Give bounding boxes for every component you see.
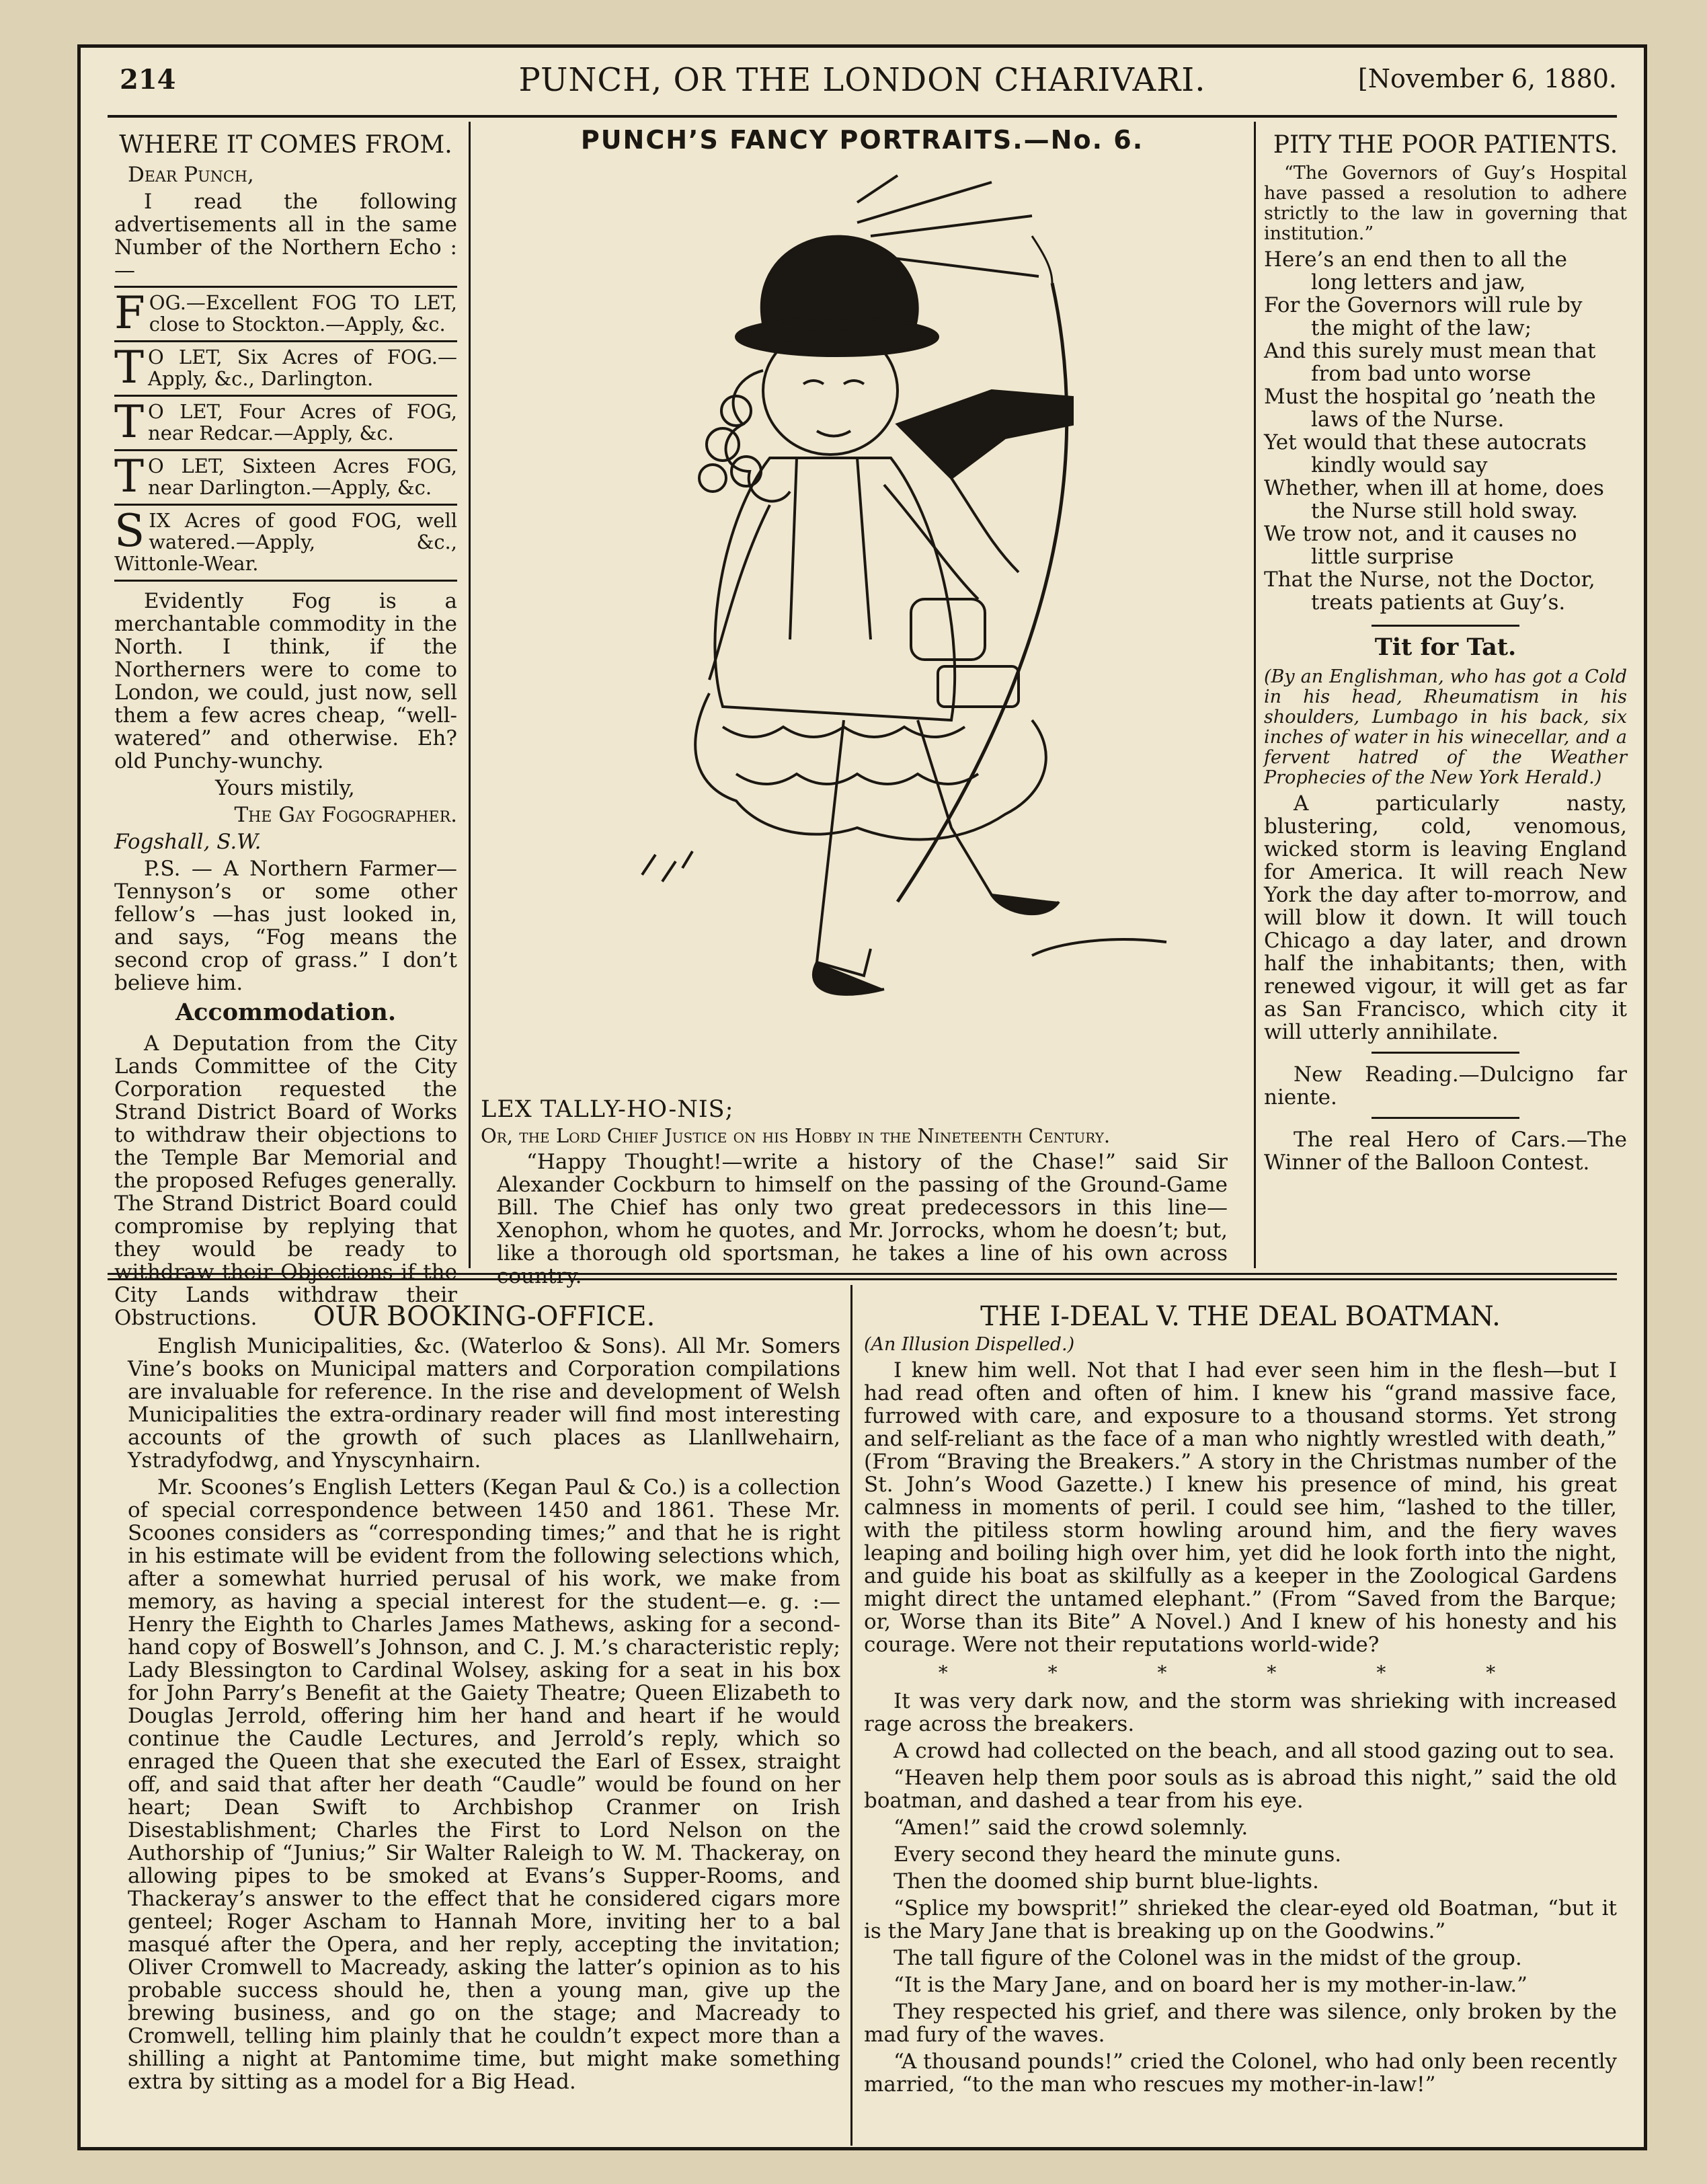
- body-text: A particularly nasty, blustering, cold, venomous, wicked storm is leaving England for America. It will reach New York the day after to-morrow, and will blow it down. It will touch Chicago a day later, and drown half the inhabitants; then, with renewed vigour, it will get as far as San Francisco, which city it will utterly annihilate.: [1264, 791, 1627, 1044]
- verse-line: We trow not, and it causes no: [1264, 522, 1577, 546]
- column-rule: [469, 122, 471, 1268]
- advertisement: [114, 395, 457, 449]
- verse-line: That the Nurse, not the Doctor,: [1264, 568, 1595, 592]
- body-text: Evidently Fog is a merchantable commodity in the North. I think, if the Northerners were to come to London, we could, just now, sell them a few acres cheap, “well-watered” and otherwise. Eh? old Punchy-wunchy.: [114, 589, 457, 773]
- column-rule: [850, 1285, 852, 2146]
- advertisement: [114, 340, 457, 395]
- deal-boatman-column: [864, 1301, 1617, 2146]
- body-text: Every second they heard the minute guns.: [894, 1842, 1342, 1867]
- verse-line: kindly would say: [1311, 453, 1488, 477]
- body-text: “It is the Mary Jane, and on board her is my mother-in-law.”: [894, 1973, 1528, 1997]
- verse-line: the might of the law;: [1311, 316, 1532, 340]
- body-text: Mr. Scoones’s English Letters (Kegan Paul & Co.) is a collection of special correspondence between 1450 and 1861. These Mr. Scoones considers as “corresponding times;” and that he is right in his estimate will be evident from the following selections which, after a somewhat hurried perusal of his work, we make from memory, as having a special interest for the student—e. g. :—Henry the Eighth to Charles James Mathews, asking for a second-hand copy of Boswell’s Johnson, and C. J. M.’s characteristic reply; Lady Blessington to Cardinal Wolsey, asking for a seat in his box for John Parry’s Benefit at the Gaiety Theatre; Queen Elizabeth to Douglas Jerrold, offering him her hand and heart if he would continue the Caudle Lectures, and Jerrold’s reply, which so enraged the Queen that she executed the Earl of Essex, straight off, and said that after her death “Caudle” would be found on her heart; Dean Swift to Archbishop Cranmer on Irish Disestablishment; Charles the First to Lord Nelson on the Authorship of “Junius;” Sir Walter Raleigh to W. M. Thackeray, on allowing pipes to be smoked at Evans’s Supper-Rooms, and Thackeray’s answer to the effect that he considered cigars more genteel; Roger Ascham to Hannah More, inviting her to a bal masqué after the Opera, and her reply, accepting the invitation; Oliver Cromwell to Macready, asking the latter’s opinion as to his probable success should he, then a young man, give up the brewing business, and go on the stage; and Macready to Cromwell, telling him plainly that he couldn’t expect more than a shilling a night at Pantomime time, but might make something extra by sitting as a model for a Big Head.: [128, 1475, 840, 2094]
- subtitle: (An Illusion Dispelled.): [864, 1334, 1075, 1355]
- article-heading: WHERE IT COMES FROM.: [119, 131, 452, 159]
- divider: [1372, 1052, 1519, 1054]
- issue-date: [November 6, 1880.: [1357, 64, 1617, 93]
- verse-line: treats patients at Guy’s.: [1311, 590, 1566, 615]
- new-reading: New Reading.—Dulcigno far niente.: [1264, 1062, 1627, 1109]
- left-column: [114, 131, 457, 1330]
- divider: [1372, 1117, 1519, 1119]
- verse-line: Must the hospital go ’neath the: [1264, 385, 1596, 409]
- cartoon-title: PUNCH’S FANCY PORTRAITS.—No. 6.: [580, 125, 1144, 155]
- drop-cap: T: [114, 396, 145, 448]
- divider: [1372, 625, 1519, 627]
- body-text: The tall figure of the Colonel was in the midst of the group.: [894, 1946, 1522, 1970]
- body-text: It was very dark now, and the storm was shrieking with increased rage across the breakers.: [864, 1689, 1617, 1736]
- advertisement-list: [114, 286, 457, 582]
- verse-line: Yet would that these autocrats: [1264, 430, 1587, 455]
- body-text: “A thousand pounds!” cried the Colonel, who had only been recently married, “to the man who rescues my mother-in-law!”: [864, 2050, 1617, 2097]
- real-hero: The real Hero of Cars.—The Winner of the Balloon Contest.: [1264, 1128, 1627, 1175]
- verse-line: long letters and jaw,: [1311, 270, 1526, 295]
- verse-line: For the Governors will rule by: [1264, 293, 1583, 317]
- drop-cap: S: [114, 505, 145, 557]
- body-text: “Heaven help them poor souls as is abroad this night,” said the old boatman, and dashed a tear from his eye.: [864, 1766, 1617, 1813]
- page-number: 214: [120, 64, 176, 95]
- postscript: P.S. — A Northern Farmer— Tennyson’s or some other fellow’s —has just looked in, and says, “Fog means the second crop of grass.” I don’t believe him.: [114, 857, 457, 995]
- address: Fogshall, S.W.: [114, 830, 262, 854]
- body-text: English Municipalities, &c. (Waterloo & Sons). All Mr. Somers Vine’s books on Municipal matters and Corporation compilations are invaluable for reference. In the rise and development of Welsh Municipalities the extra-ordinary reader will find most interesting accounts of the growth of such places as Llanllwehairn, Ystradyfodwg, and Ynyscynhairn.: [128, 1334, 840, 1473]
- advertisement-text: O LET, Four Acres of FOG, near Redcar.—Apply, &c.: [148, 400, 457, 444]
- body-text: Then the doomed ship burnt blue-lights.: [894, 1869, 1319, 1894]
- column-rule: [1254, 122, 1256, 1268]
- advertisement-text: O LET, Sixteen Acres FOG, near Darlington.—Apply, &c.: [148, 455, 457, 499]
- advertisement: [114, 286, 457, 340]
- center-column: [481, 122, 1244, 1288]
- body-text: They respected his grief, and there was silence, only broken by the mad fury of the waves.: [864, 2000, 1617, 2047]
- article-heading: Accommodation.: [175, 999, 397, 1026]
- cartoon-caption-text: “Happy Thought!—write a history of the Chase!” said Sir Alexander Cockburn to himself on the passing of the Ground-Game Bill. The Chief has only two great predecessors in this line—Xenophon, whom he quotes, and Mr. Jorrocks, whom he doesn’t; but, like a thorough old sportsman, he takes a line of his own across country.: [497, 1150, 1228, 1288]
- salutation: Dear Punch,: [128, 163, 254, 187]
- body-text: A crowd had collected on the beach, and all stood gazing out to sea.: [894, 1739, 1615, 1763]
- section-break: * * * * * *: [938, 1662, 1543, 1684]
- advertisement: [114, 504, 457, 582]
- body-text: “Splice my bowsprit!” shrieked the clear-eyed old Boatman, “but it is the Mary Jane that is breaking up on the Goodwins.”: [864, 1896, 1617, 1943]
- advertisement-text: OG.—Excellent FOG TO LET, close to Stockton.—Apply, &c.: [149, 291, 457, 336]
- header-rule: [108, 115, 1617, 118]
- article-heading: OUR BOOKING-OFFICE.: [313, 1301, 656, 1332]
- verse-line: from bad unto worse: [1311, 362, 1532, 386]
- masthead-title: PUNCH, OR THE LONDON CHARIVARI.: [518, 61, 1206, 99]
- body-text: “Amen!” said the crowd solemnly.: [894, 1816, 1248, 1840]
- article-heading: PITY THE POOR PATIENTS.: [1273, 131, 1618, 159]
- article-heading: THE I-DEAL V. THE DEAL BOATMAN.: [980, 1301, 1501, 1332]
- verse-line: little surprise: [1311, 545, 1454, 569]
- quote-text: “The Governors of Guy’s Hospital have passed a resolution to adhere strictly to the law in governing that institution.”: [1264, 163, 1627, 244]
- intro-text: I read the following advertisements all in the same Number of the Northern Echo :—: [114, 190, 457, 282]
- verse-line: Here’s an end then to all the: [1264, 247, 1567, 272]
- signature: The Gay Fogographer.: [234, 803, 457, 827]
- poem: [1264, 248, 1627, 614]
- advertisement: [114, 449, 457, 504]
- cartoon-caption-subtitle: Or, the Lord Chief Justice on his Hobby in the Nineteenth Century.: [481, 1124, 1111, 1147]
- booking-office-column: [128, 1301, 840, 2146]
- drop-cap: F: [114, 287, 145, 339]
- drop-cap: T: [114, 342, 145, 393]
- article-heading: Tit for Tat.: [1374, 633, 1517, 661]
- cartoon-illustration: [481, 169, 1244, 1097]
- advertisement-text: IX Acres of good FOG, well watered.—Apply, &c., Wittonle-Wear.: [114, 509, 457, 575]
- verse-line: And this surely must mean that: [1264, 339, 1596, 363]
- closing: Yours mistily,: [215, 776, 355, 800]
- body-text: I knew him well. Not that I had ever seen him in the flesh—but I had read often and often of him. I knew his “grand massive face, furrowed with care, and exposure to a thousand storms. Yet strong and self-reliant as the face of a man who nightly wrestled with death,” (From “Braving the Breakers.” A story in the Christmas number of the St. John’s Wood Gazette.) I knew his presence of mind, his great calmness in moments of peril. I could see him, “lashed to the tiller, with the pitiless storm howling around him, and the fiery waves leaping and boiling high over him, yet did he look forth into the night, and guide his boat as skilfully as a keeper in the Zoological Gardens might direct the untamed elephant.” (From “Saved from the Barque; or, Worse than its Bite” A Novel.) And I knew of his honesty and his courage. Were not their reputations world-wide?: [864, 1358, 1617, 1657]
- advertisement-text: O LET, Six Acres of FOG.—Apply, &c., Darlington.: [148, 346, 457, 390]
- verse-line: laws of the Nurse.: [1311, 407, 1505, 432]
- verse-line: the Nurse still hold sway.: [1311, 499, 1579, 523]
- body-text: A Deputation from the City Lands Committee of the City Corporation requested the Strand District Board of Works to withdraw their objections to the Temple Bar Memorial and the proposed Refuges generally. The Strand District Board could compromise by replying that they would be ready to withdraw their Objections if the City Lands withdraw their Obstructions.: [114, 1031, 457, 1330]
- right-column: [1264, 131, 1627, 1270]
- drop-cap: T: [114, 451, 145, 502]
- page-header: [81, 48, 1644, 115]
- newspaper-page: [77, 44, 1647, 2150]
- cartoon-caption-title: LEX TALLY-HO-NIS;: [481, 1096, 734, 1123]
- verse-line: Whether, when ill at home, does: [1264, 476, 1604, 500]
- subtitle: (By an Englishman, who has got a Cold in his head, Rheumatism in his shoulders, Lumbago in his back, six inches of water in his winecellar, and a fervent hatred of the Weather Prophecies of the New York Herald.): [1264, 666, 1627, 788]
